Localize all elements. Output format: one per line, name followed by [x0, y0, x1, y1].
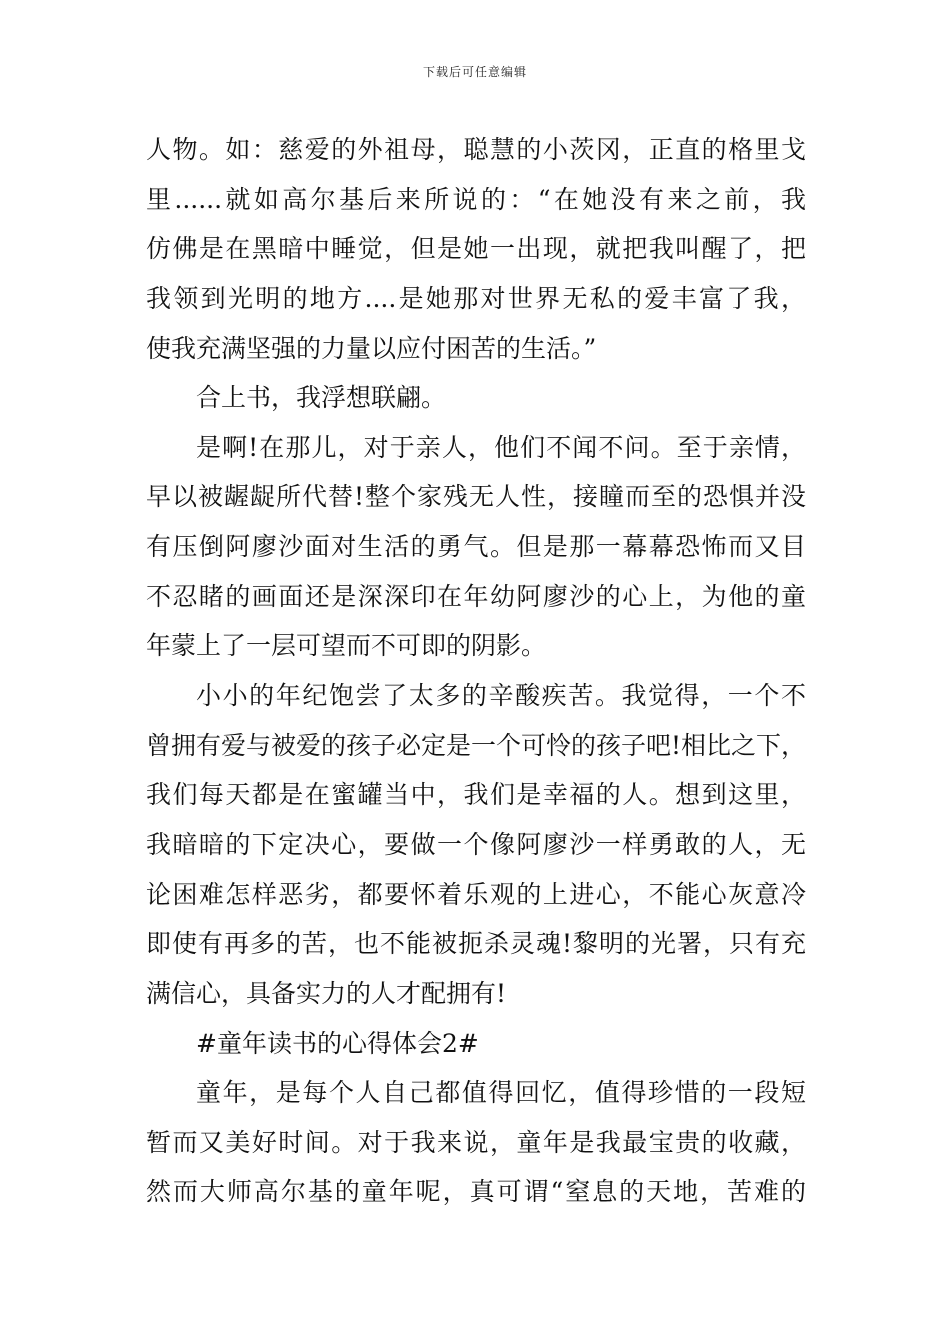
document-body — [146, 125, 806, 1217]
text-line: 暂而又美好时间。对于我来说，童年是我最宝贵的收藏， — [146, 1127, 806, 1157]
text-line: 合上书，我浮想联翩。 — [196, 383, 447, 413]
text-line: 我们每天都是在蜜罐当中，我们是幸福的人。想到这里， — [146, 780, 806, 810]
text-line: 论困难怎样恶劣，都要怀着乐观的上进心，不能心灰意冷 — [146, 879, 806, 909]
text-line: 人物。如：慈爱的外祖母，聪慧的小茨冈，正直的格里戈 — [146, 135, 806, 164]
text-line: 然而大师高尔基的童年呢，真可谓“窒息的天地，苦难的 — [146, 1177, 806, 1207]
text-line: 早以被龌龊所代替!整个家残无人性，接瞳而至的恐惧并没 — [146, 482, 806, 512]
text-line: 不忍睹的画面还是深深印在年幼阿廖沙的心上，为他的童 — [146, 581, 806, 611]
text-line: 我暗暗的下定决心，要做一个像阿廖沙一样勇敢的人，无 — [146, 829, 806, 859]
text-line: 满信心，具备实力的人才配拥有! — [146, 978, 507, 1008]
section-heading: #童年读书的心得体会2# — [196, 1028, 479, 1058]
text-line: 使我充满坚强的力量以应付困苦的生活。” — [146, 333, 597, 363]
text-line: 有压倒阿廖沙面对生活的勇气。但是那一幕幕恐怖而又目 — [146, 532, 806, 562]
text-line: 年蒙上了一层可望而不可即的阴影。 — [146, 631, 547, 661]
text-line: 即使有再多的苦，也不能被扼杀灵魂!黎明的光署，只有充 — [146, 929, 806, 959]
text-line: 小小的年纪饱尝了太多的辛酸疾苦。我觉得，一个不 — [196, 681, 806, 711]
page-header: 下载后可任意编辑 — [422, 65, 527, 79]
text-line: 童年，是每个人自己都值得回忆，值得珍惜的一段短 — [196, 1078, 806, 1108]
text-line: 里......就如高尔基后来所说的：“在她没有来之前，我 — [146, 184, 806, 214]
text-line: 我领到光明的地方....是她那对世界无私的爱丰富了我， — [146, 283, 806, 313]
text-line: 曾拥有爱与被爱的孩子必定是一个可怜的孩子吧!相比之下， — [146, 730, 807, 760]
text-line: 是啊!在那儿，对于亲人，他们不闻不问。至于亲情， — [196, 432, 806, 462]
text-line: 仿佛是在黑暗中睡觉，但是她一出现，就把我叫醒了，把 — [146, 234, 806, 264]
